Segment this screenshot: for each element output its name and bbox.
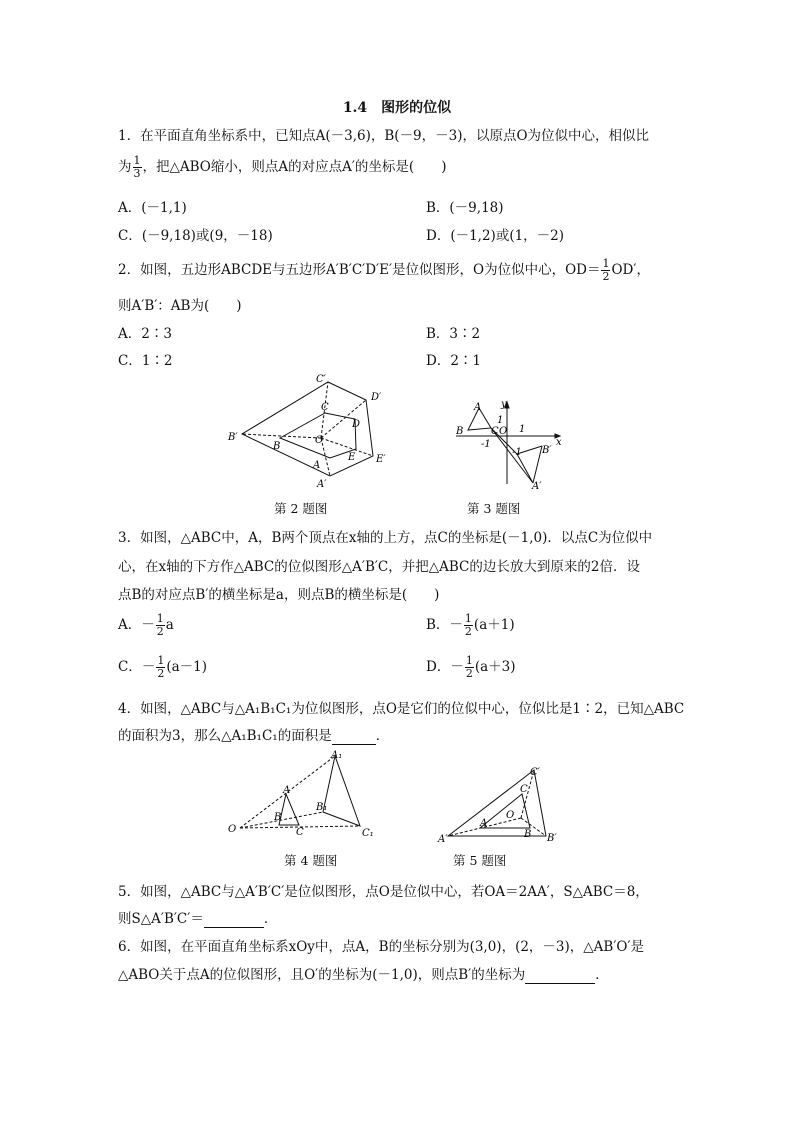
q3-option-a-post: a [165, 617, 174, 633]
fig5-label-b1: B′ [547, 833, 557, 844]
fig3-label-a1: A′ [532, 481, 542, 490]
q3-option-d-half-num: 1 [465, 654, 473, 667]
q2-line1-pre: 2．如图，五边形ABCDE与五边形A′B′C′D′E′是位似图形，O为位似中心，OD＝ [118, 262, 601, 278]
fig3-label-neg1-y: -1 [512, 447, 522, 458]
fig2-label-b1: B′ [228, 432, 238, 443]
fig5-dashed-rays [448, 770, 546, 836]
q1-option-d[interactable]: D．(－1,2)或(1，－2) [426, 228, 565, 244]
q3-option-c-half [156, 655, 165, 680]
q4-line2-pre: 的面积为3，那么△A₁B₁C₁的面积是 [118, 728, 332, 744]
fig2-label-o: O [315, 435, 324, 446]
figure-2-caption: 第 2 题图 [274, 501, 328, 516]
q5-line2 [118, 907, 277, 928]
fig5-label-c1: C′ [530, 767, 540, 778]
q3-option-b-half [464, 613, 473, 638]
figure-4 [228, 748, 378, 844]
q2-option-a[interactable]: A．2∶3 [118, 326, 172, 342]
q4-line1: 4．如图，△ABC与△A₁B₁C₁为位似图形，点O是它们的位似中心，位似比是1∶2，已知△ABC [118, 701, 685, 717]
q3-option-a-half-num: 1 [156, 612, 164, 625]
q5-answer-blank[interactable] [204, 911, 264, 928]
q5-line1: 5．如图，△ABC与△A′B′C′是位似图形，点O是位似中心，若OA＝2AA′，S△ABC＝8， [118, 884, 649, 900]
q3-option-b[interactable] [426, 613, 515, 638]
fig4-label-b1: B₁ [316, 802, 328, 813]
fig2-label-d1: D′ [371, 392, 382, 403]
q1-option-b[interactable]: B．(－9,18) [426, 200, 504, 216]
fig3-label-o: O [499, 426, 508, 437]
q3-option-c-half-den: 2 [157, 667, 165, 680]
fig5-label-o: O [506, 810, 515, 821]
q6-answer-blank[interactable] [525, 967, 595, 984]
figure-5-caption: 第 5 题图 [453, 853, 507, 868]
q3-line2: 心，在x轴的下方作△ABC的位似图形△A′B′C，并把△ABC的边长放大到原来的2倍．设 [118, 559, 640, 575]
q1-line2 [118, 155, 446, 180]
fig2-label-a: A [313, 460, 321, 471]
q1-option-c[interactable]: C．(－9,18)或(9，－18) [118, 228, 273, 244]
q2-line1 [118, 258, 650, 283]
figure-4-caption: 第 4 题图 [284, 853, 338, 868]
q1-ratio-fraction [133, 155, 142, 180]
fig2-label-c1: C′ [316, 374, 326, 385]
q1-ratio-num: 1 [133, 154, 141, 167]
q3-option-c-post: (a－1) [166, 659, 208, 675]
q3-option-d[interactable] [426, 655, 516, 680]
q3-option-d-half-den: 2 [465, 667, 473, 680]
q6-line1: 6．如图，在平面直角坐标系xOy中，点A，B的坐标分别为(3,0)，(2，－3)，△AB′O′是 [118, 939, 645, 955]
fig3-label-y: y [501, 399, 507, 410]
q3-option-c-pre: C．－ [118, 659, 156, 675]
q2-fraction [601, 258, 610, 283]
q3-option-a-pre: A．－ [118, 617, 155, 633]
q3-option-c[interactable] [118, 655, 207, 680]
q3-option-b-post: (a＋1) [473, 617, 515, 633]
fig3-side-a1 [533, 446, 542, 483]
q3-option-d-post: (a＋3) [474, 659, 516, 675]
fig3-label-c: C [491, 426, 499, 437]
q1-line1: 1．在平面直角坐标系中，已知点A(－3,6)，B(－9，－3)，以原点O为位似中心，相似比 [118, 128, 650, 144]
q1-ratio-den: 3 [133, 167, 141, 180]
q4-line2-post: ． [375, 728, 390, 744]
fig3-label-one-y: 1 [497, 415, 504, 426]
fig2-label-e: E [348, 452, 356, 463]
q2-line1-post: OD′， [611, 262, 650, 278]
q3-option-d-pre: D．－ [426, 659, 464, 675]
fig3-label-b1: B′ [542, 445, 552, 456]
q4-answer-blank[interactable] [332, 728, 376, 745]
q5-line2-post: ． [263, 911, 278, 927]
fig5-label-a: A [480, 818, 488, 829]
q3-line3: 点B的对应点B′的横坐标是a，则点B的横坐标是( ) [118, 587, 440, 603]
fig3-label-a: A [474, 402, 482, 413]
q6-line2-pre: △ABO关于点A的位似图形，且O′的坐标为(－1,0)，则点B′的坐标为 [118, 967, 526, 983]
page-title: 1.4 图形的位似 [342, 100, 452, 116]
q6-line2-post: ． [595, 967, 609, 983]
q1-option-a[interactable]: A．(－1,1) [118, 200, 187, 216]
q3-line1: 3．如图，△ABC中，A，B两个顶点在x轴的上方，点C的坐标是(－1,0)．以点C为位似中 [118, 530, 653, 546]
fig4-triangle-a1b1c1 [323, 756, 360, 826]
fig5-label-b: B [524, 829, 532, 840]
q2-line2: 则A′B′：AB为( ) [118, 298, 242, 314]
fig4-label-o: O [228, 824, 237, 835]
fig2-label-a1: A′ [317, 479, 327, 490]
fig5-label-c: C [520, 784, 528, 795]
fig4-label-c1: C₁ [362, 828, 374, 839]
q2-frac-den: 2 [602, 270, 610, 283]
q1-line2-post: ，把△ABO缩小，则点A的对应点A′的坐标是( ) [142, 159, 447, 175]
q2-frac-num: 1 [602, 257, 610, 270]
q3-option-a[interactable] [118, 613, 174, 638]
q5-line2-pre: 则S△A′B′C′＝ [118, 911, 204, 927]
q6-line2 [118, 963, 609, 984]
fig4-label-a1: A₁ [331, 750, 343, 761]
q3-option-b-half-num: 1 [464, 612, 472, 625]
q3-option-b-pre: B．－ [426, 617, 463, 633]
fig4-label-c: C [296, 827, 304, 838]
fig4-label-b: B [274, 812, 282, 823]
fig3-label-one-x: 1 [519, 424, 526, 435]
fig4-dashed-rays [240, 756, 360, 828]
figure-3-caption: 第 3 题图 [467, 501, 521, 516]
q2-option-c[interactable]: C．1∶2 [118, 353, 173, 369]
q3-option-c-half-num: 1 [157, 654, 165, 667]
q3-option-a-half-den: 2 [156, 625, 164, 638]
fig3-label-neg1-x: -1 [481, 439, 491, 450]
q4-line2 [118, 724, 389, 745]
fig5-label-a1: A′ [438, 834, 448, 845]
fig4-label-a: A [283, 785, 291, 796]
fig2-label-b: B [273, 441, 281, 452]
fig3-label-x: x [556, 437, 562, 448]
q2-option-b[interactable]: B．3∶2 [426, 326, 481, 342]
figure-5 [436, 762, 566, 846]
fig2-label-d: D [352, 419, 361, 430]
q3-option-d-half [465, 655, 474, 680]
q1-line2-pre: 为 [118, 159, 132, 175]
q2-option-d[interactable]: D．2∶1 [426, 353, 482, 369]
q3-option-a-half [156, 613, 165, 638]
q3-option-b-half-den: 2 [464, 625, 472, 638]
fig2-label-c: C [321, 402, 329, 413]
fig3-label-b: B [456, 426, 464, 437]
fig5-triangle-a1b1c1 [448, 770, 546, 836]
figure-2 [225, 370, 395, 495]
figure-3 [452, 398, 567, 490]
fig2-label-e1: E′ [376, 454, 386, 465]
